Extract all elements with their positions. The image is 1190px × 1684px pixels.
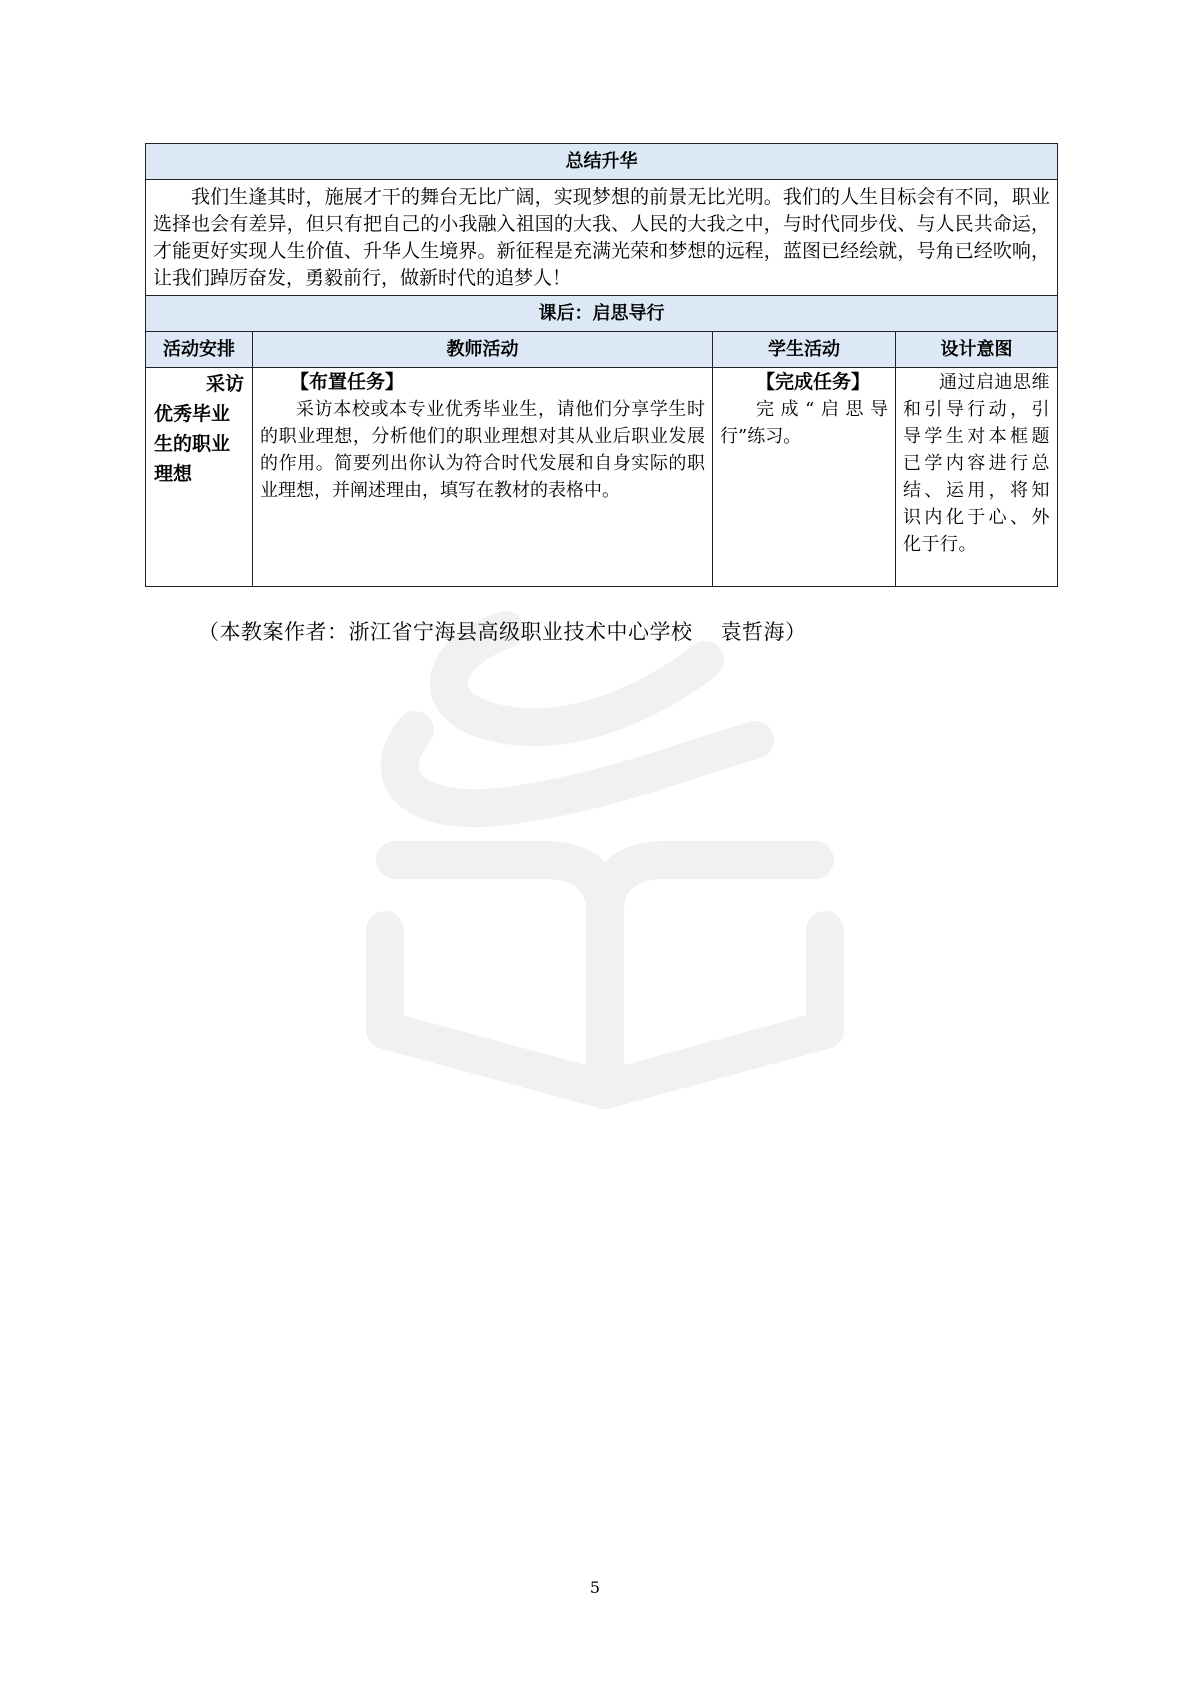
teacher-activity-cell: [253, 368, 713, 587]
teacher-task-label: 【布置任务】: [290, 371, 405, 393]
summary-header: 总结升华: [146, 144, 1058, 180]
page-number: 5: [589, 1578, 601, 1597]
column-header-student: 学生活动: [713, 332, 896, 368]
book-watermark-logo: [355, 610, 855, 1110]
author-affiliation: （本教案作者：浙江省宁海县高级职业技术中心学校: [198, 620, 693, 644]
teacher-activity-text: 采访本校或本专业优秀毕业生，请他们分享学生时的职业理想，分析他们的职业理想对其从业后职业发展的作用。简要列出你认为符合时代发展和自身实际的职业理想，并阐述理由，填写在教材的表格中。: [260, 399, 705, 501]
activity-name-line1: 采访: [205, 373, 244, 395]
column-header-activity: 活动安排: [146, 332, 253, 368]
activity-name-rest: 优秀毕业生的职业理想: [154, 403, 231, 485]
student-activity-text: 完成“启思导行”练习。: [720, 399, 888, 447]
student-task-label: 【完成任务】: [756, 371, 871, 393]
activity-cell: [146, 368, 253, 587]
design-intent-text: 通过启迪思维和引导行动，引导学生对本框题已学内容进行总结、运用，将知识内化于心、外化于行。: [903, 372, 1050, 555]
summary-text: 我们生逢其时，施展才干的舞台无比广阔，实现梦想的前景无比光明。我们的人生目标会有不同，职业选择也会有差异，但只有把自己的小我融入祖国的大我、人民的大我之中，与时代同步伐、与人民共命运，才能更好实现人生价值、升华人生境界。新征程是充满光荣和梦想的远程，蓝图已经绘就，号角已经吹响，让我们踔厉奋发，勇毅前行，做新时代的追梦人！: [153, 186, 1050, 289]
student-activity-cell: [713, 368, 896, 587]
after-class-header: 课后：启思导行: [146, 296, 1058, 332]
column-header-teacher: 教师活动: [253, 332, 713, 368]
design-intent-cell: [896, 368, 1058, 587]
summary-cell: [146, 180, 1058, 296]
column-header-intent: 设计意图: [896, 332, 1058, 368]
author-credit: [198, 616, 807, 646]
author-name: 袁哲海）: [720, 620, 807, 644]
lesson-plan-table: [145, 143, 1058, 587]
